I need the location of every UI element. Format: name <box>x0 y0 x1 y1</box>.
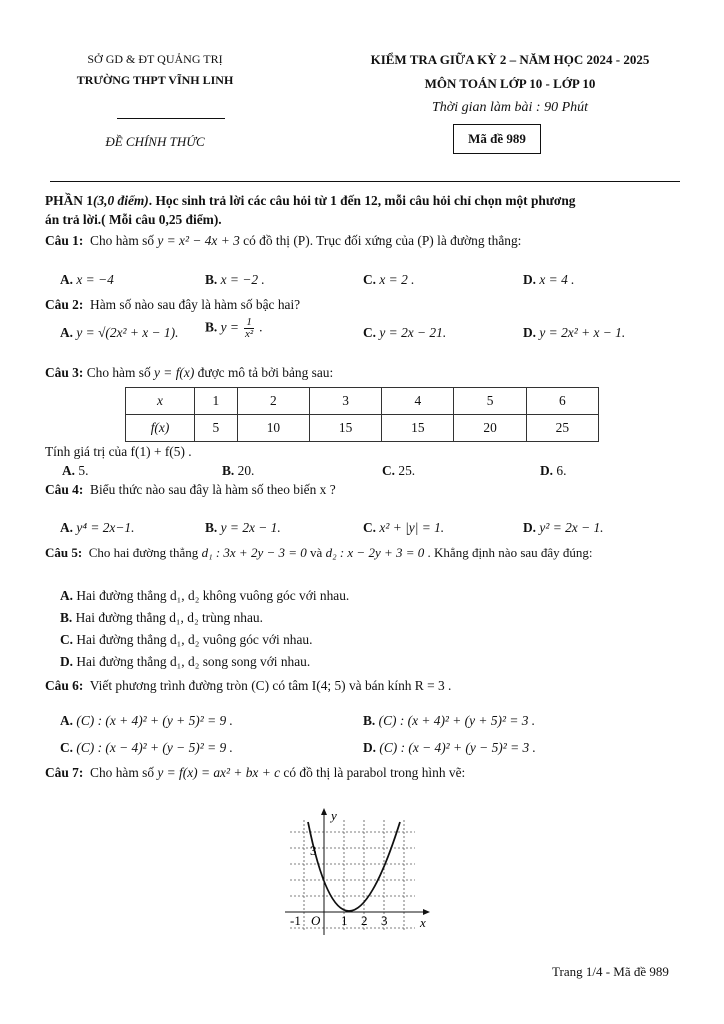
q5-option-b[interactable]: B. Hai đường thẳng d₁, d₂ trùng nhau. <box>60 610 263 625</box>
tick-x-1: 1 <box>341 913 348 928</box>
q6-option-c[interactable]: C. (C) : (x − 4)² + (y − 5)² = 9 . <box>60 740 233 755</box>
q2-option-c[interactable]: C. y = 2x − 21. <box>363 325 447 340</box>
q5-option-a[interactable]: A. Hai đường thẳng d₁, d₂ không vuông góc với nhau. <box>60 588 350 603</box>
q5-option-c[interactable]: C. Hai đường thẳng d₁, d₂ vuông góc với nhau. <box>60 632 313 647</box>
question-7: Câu 7: Cho hàm số y = f(x) = ax² + bx + c có đồ thị là parabol trong hình vẽ: <box>45 765 466 780</box>
divider-short <box>117 118 225 119</box>
question-2: Câu 2: Hàm số nào sau đây là hàm số bậc hai? <box>45 297 301 312</box>
q4-option-c[interactable]: C. x² + |y| = 1. <box>363 520 445 535</box>
tick-x-3: 3 <box>381 913 388 928</box>
q1-option-a[interactable]: A. x = −4 <box>60 272 114 287</box>
q3-option-c[interactable]: C. 25. <box>382 463 416 478</box>
header-divider <box>50 181 680 182</box>
subject-title: MÔN TOÁN LỚP 10 - LỚP 10 <box>424 76 596 91</box>
table-cell: 2 <box>237 388 309 415</box>
table-cell: 15 <box>382 415 454 442</box>
table-cell: f(x) <box>126 415 195 442</box>
q3-option-d[interactable]: D. 6. <box>540 463 567 478</box>
exam-code-box: Mã đề 989 <box>453 124 541 154</box>
dept-name: SỞ GD & ĐT QUẢNG TRỊ <box>87 52 223 66</box>
table-cell: 5 <box>195 415 238 442</box>
q2-option-b[interactable]: B. y = $\frac{1}{\text{x²}}$ . <box>205 316 263 340</box>
q3-option-a[interactable]: A. 5. <box>62 463 89 478</box>
exam-time: Thời gian làm bài : 90 Phút <box>431 100 589 115</box>
table-cell: 5 <box>454 388 526 415</box>
y-label: y <box>331 808 337 823</box>
parabola-curve <box>308 822 400 911</box>
table-row <box>126 415 599 442</box>
q4-option-d[interactable]: D. y² = 2x − 1. <box>523 520 604 535</box>
tick-x-minus-1: -1 <box>290 913 301 928</box>
table-cell: 4 <box>382 388 454 415</box>
table-cell: 10 <box>237 415 309 442</box>
table-row <box>126 388 599 415</box>
tick-x-2: 2 <box>361 913 368 928</box>
fraction: $\frac{1}{\text{x²}}$ <box>244 316 254 340</box>
q3-ask: Tính giá trị của f(1) + f(5) . <box>45 444 192 459</box>
q6-option-d[interactable]: D. (C) : (x − 4)² + (y − 5)² = 3 . <box>363 740 536 755</box>
tick-y-3: 3 <box>310 843 317 858</box>
exam-title: KIỂM TRA GIỮA KỲ 2 – NĂM HỌC 2024 - 2025 <box>370 52 650 67</box>
official-label: ĐỀ CHÍNH THỨC <box>105 134 205 149</box>
q2-option-a[interactable]: A. y = √(2x² + x − 1). <box>60 325 179 340</box>
question-1: Câu 1: Cho hàm số y = x² − 4x + 3 có đồ thị (P). Trục đối xứng của (P) là đường thẳng: <box>45 233 522 248</box>
question-4: Câu 4: Biểu thức nào sau đây là hàm số theo biến x ? <box>45 482 336 497</box>
table-cell: 3 <box>310 388 382 415</box>
table-cell: 25 <box>526 415 598 442</box>
q1-option-c[interactable]: C. x = 2 . <box>363 272 415 287</box>
question-6: Câu 6: Viết phương trình đường tròn (C) có tâm I(4; 5) và bán kính R = 3 . <box>45 678 452 693</box>
table-cell: 20 <box>454 415 526 442</box>
parabola-graph <box>280 800 440 940</box>
q2-option-d[interactable]: D. y = 2x² + x − 1. <box>523 325 626 340</box>
graph-grid <box>290 820 415 932</box>
q3-option-b[interactable]: B. 20. <box>222 463 255 478</box>
question-3: Câu 3: Cho hàm số y = f(x) được mô tả bởi bảng sau: <box>45 365 334 380</box>
x-label: x <box>420 915 426 930</box>
table-cell: x <box>126 388 195 415</box>
q4-option-a[interactable]: A. y⁴ = 2x−1. <box>60 520 135 535</box>
value-table <box>125 387 599 442</box>
school-name: TRƯỜNG THPT VĨNH LINH <box>76 73 234 87</box>
question-5: Câu 5: Cho hai đường thẳng d₁ : 3x + 2y − 3 = 0 và d₂ : x − 2y + 3 = 0 . Khẳng định nào sau đây đúng: <box>45 545 593 560</box>
q6-option-b[interactable]: B. (C) : (x + 4)² + (y + 5)² = 3 . <box>363 713 536 728</box>
table-cell: 1 <box>195 388 238 415</box>
q4-option-b[interactable]: B. y = 2x − 1. <box>205 520 281 535</box>
q5-option-d[interactable]: D. Hai đường thẳng d₁, d₂ song song với nhau. <box>60 654 311 669</box>
table-cell: 6 <box>526 388 598 415</box>
table-cell: 15 <box>310 415 382 442</box>
origin-label: O <box>311 913 321 928</box>
part1-subtitle: án trả lời.( Mỗi câu 0,25 điểm). <box>45 212 222 227</box>
part1-title: PHẦN 1(3,0 điểm). Học sinh trả lời các câu hỏi từ 1 đến 12, mỗi câu hỏi chỉ chọn một phương <box>45 193 576 208</box>
y-axis-arrow <box>321 808 327 815</box>
q1-option-d[interactable]: D. x = 4 . <box>523 272 575 287</box>
page-footer: Trang 1/4 - Mã đề 989 <box>552 964 669 979</box>
q6-option-a[interactable]: A. (C) : (x + 4)² + (y + 5)² = 9 . <box>60 713 233 728</box>
q1-option-b[interactable]: B. x = −2 . <box>205 272 265 287</box>
